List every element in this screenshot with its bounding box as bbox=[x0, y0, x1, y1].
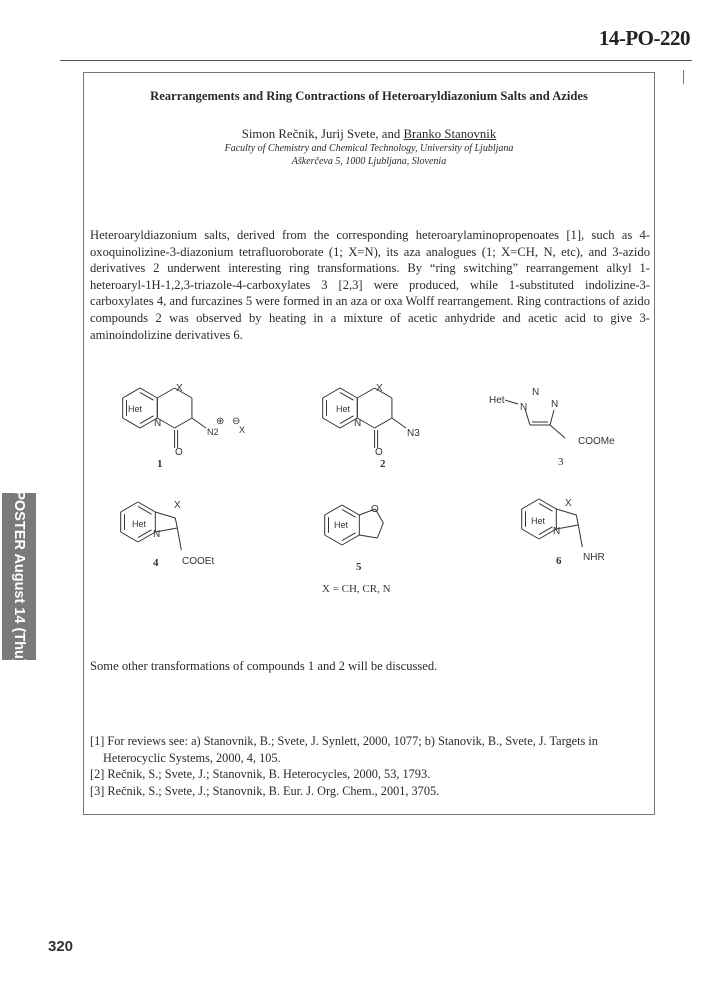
poster-session-label: POSTER August 14 (Thu) bbox=[11, 489, 27, 664]
x-atom: X bbox=[176, 383, 183, 394]
n-atom: N bbox=[553, 526, 561, 537]
n-atom: N bbox=[154, 418, 162, 429]
compound-label-1: 1 bbox=[157, 458, 163, 470]
bond bbox=[556, 509, 576, 515]
reference-3: [3] Rečnik, S.; Svete, J.; Stanovnik, B. Eur. J. Org. Chem., 2001, 3705. bbox=[90, 783, 440, 798]
bond bbox=[325, 505, 342, 515]
compound-label-6: 6 bbox=[556, 555, 562, 567]
compound-label-2: 2 bbox=[380, 458, 386, 470]
bond bbox=[522, 529, 539, 539]
closing-text: Some other transformations of compounds 1 and 2 will be discussed. bbox=[90, 659, 438, 673]
het-label: Het bbox=[132, 519, 147, 529]
bond bbox=[177, 528, 181, 550]
affiliation: Faculty of Chemistry and Chemical Technology, University of Ljubljana bbox=[224, 143, 514, 154]
bond bbox=[175, 418, 192, 428]
poster-code: 14-PO-220 bbox=[598, 26, 690, 50]
abstract-text: Heteroaryldiazonium salts, derived from the corresponding heteroarylaminopropenoates [1], such as 4-oxoquinolizine-3-diazonium tetrafluoroborate (1; X=N), its aza analogues (1; X=CH, N, etc), and 3-azido derivatives 2 underwent interesting ring transformations. By “ring switching” rearrangement alkyl 1-heteroaryl-1H-1,2,3-triazole-4-carboxylates 3 [2,3] were produced, while 1-substituted indolizine-3-carboxylates 4, and furcazines 5 were formed in an aza or oxa Wolff rearrangement. Ring contractions of azido compounds 2 was observed by heating in a mixture of acetic anhydride and acetic acid to give 3-aminoindolizine derivatives 6. bbox=[90, 228, 650, 342]
compound-label-4: 4 bbox=[153, 557, 159, 569]
bond bbox=[123, 418, 140, 428]
bond bbox=[359, 535, 377, 538]
bond bbox=[550, 410, 554, 425]
het-label: Het bbox=[128, 404, 143, 414]
counterion-x: X bbox=[239, 425, 246, 435]
n-atom: N bbox=[520, 402, 528, 413]
bond bbox=[340, 392, 354, 400]
references bbox=[90, 733, 655, 799]
presenting-author: Branko Stanovnik bbox=[403, 127, 497, 141]
o-atom: O bbox=[375, 447, 383, 458]
compound-label-5: 5 bbox=[356, 561, 362, 573]
n-atom: N bbox=[532, 387, 540, 398]
structure-bonds bbox=[121, 388, 583, 550]
address: Aškerčeva 5, 1000 Ljubljana, Slovenia bbox=[291, 156, 447, 167]
bond bbox=[342, 535, 359, 545]
bond bbox=[539, 527, 553, 535]
bond bbox=[342, 533, 356, 541]
bond bbox=[138, 502, 155, 512]
n-atom: N bbox=[551, 399, 559, 410]
azide-group: N3 bbox=[407, 428, 420, 439]
bond bbox=[140, 416, 154, 424]
ester-group: COOMe bbox=[578, 436, 615, 447]
bond bbox=[550, 425, 565, 438]
bond bbox=[155, 512, 175, 518]
amine-group: NHR bbox=[583, 552, 605, 563]
x-atom: X bbox=[565, 498, 572, 509]
page-number: 320 bbox=[48, 938, 74, 955]
reference-2: [2] Rečnik, S.; Svete, J.; Stanovnik, B. Heterocycles, 2000, 53, 1793. bbox=[90, 767, 431, 782]
bond bbox=[140, 392, 154, 400]
bond bbox=[340, 388, 357, 398]
bond bbox=[323, 388, 340, 398]
bond bbox=[140, 388, 157, 398]
bond bbox=[505, 400, 518, 404]
bond bbox=[121, 532, 138, 542]
bond bbox=[121, 502, 138, 512]
x-definition: X = CH, CR, N bbox=[322, 583, 391, 595]
article-title: Rearrangements and Ring Contractions of Heteroaryldiazonium Salts and Azides bbox=[150, 89, 588, 103]
o-atom: O bbox=[175, 447, 183, 458]
bond bbox=[342, 509, 356, 517]
bond bbox=[157, 388, 174, 398]
bond bbox=[138, 530, 152, 538]
compound-label-3: 3 bbox=[558, 456, 564, 468]
x-atom: X bbox=[174, 500, 181, 511]
bond bbox=[522, 499, 539, 509]
x-atom: X bbox=[376, 383, 383, 394]
bond bbox=[357, 388, 374, 398]
diazonium-group: N2 bbox=[207, 427, 219, 437]
bond bbox=[377, 523, 383, 538]
bond bbox=[325, 535, 342, 545]
het-label: Het bbox=[531, 516, 546, 526]
authors-list: Simon Rečnik, Jurij Svete, and bbox=[241, 127, 404, 141]
bond bbox=[340, 416, 354, 424]
het-label: Het bbox=[336, 404, 351, 414]
o-atom: O bbox=[371, 504, 379, 515]
het-label: Het bbox=[334, 520, 349, 530]
bond bbox=[576, 515, 578, 525]
bond bbox=[323, 418, 340, 428]
bond bbox=[342, 505, 359, 515]
n-atom: N bbox=[153, 529, 161, 540]
bond bbox=[539, 503, 553, 511]
bond bbox=[138, 506, 152, 514]
bond bbox=[175, 518, 177, 528]
bond bbox=[539, 499, 556, 509]
ester-group: COOEt bbox=[182, 556, 215, 567]
poster-session-tab bbox=[2, 489, 36, 664]
bond bbox=[578, 525, 582, 547]
minus-charge: ⊖ bbox=[232, 416, 241, 427]
plus-charge: ⊕ bbox=[216, 416, 225, 427]
bond bbox=[123, 388, 140, 398]
het-label: Het bbox=[489, 395, 505, 406]
bond bbox=[375, 418, 392, 428]
reference-1: [1] For reviews see: a) Stanovnik, B.; Svete, J. Synlett, 2000, 1077; b) Stanovik, B., Svete, J. Targets in Heterocyclic Systems, 2000, 4, 105. bbox=[90, 734, 598, 765]
n-atom: N bbox=[354, 418, 362, 429]
bond bbox=[192, 418, 206, 428]
bond bbox=[392, 418, 406, 428]
